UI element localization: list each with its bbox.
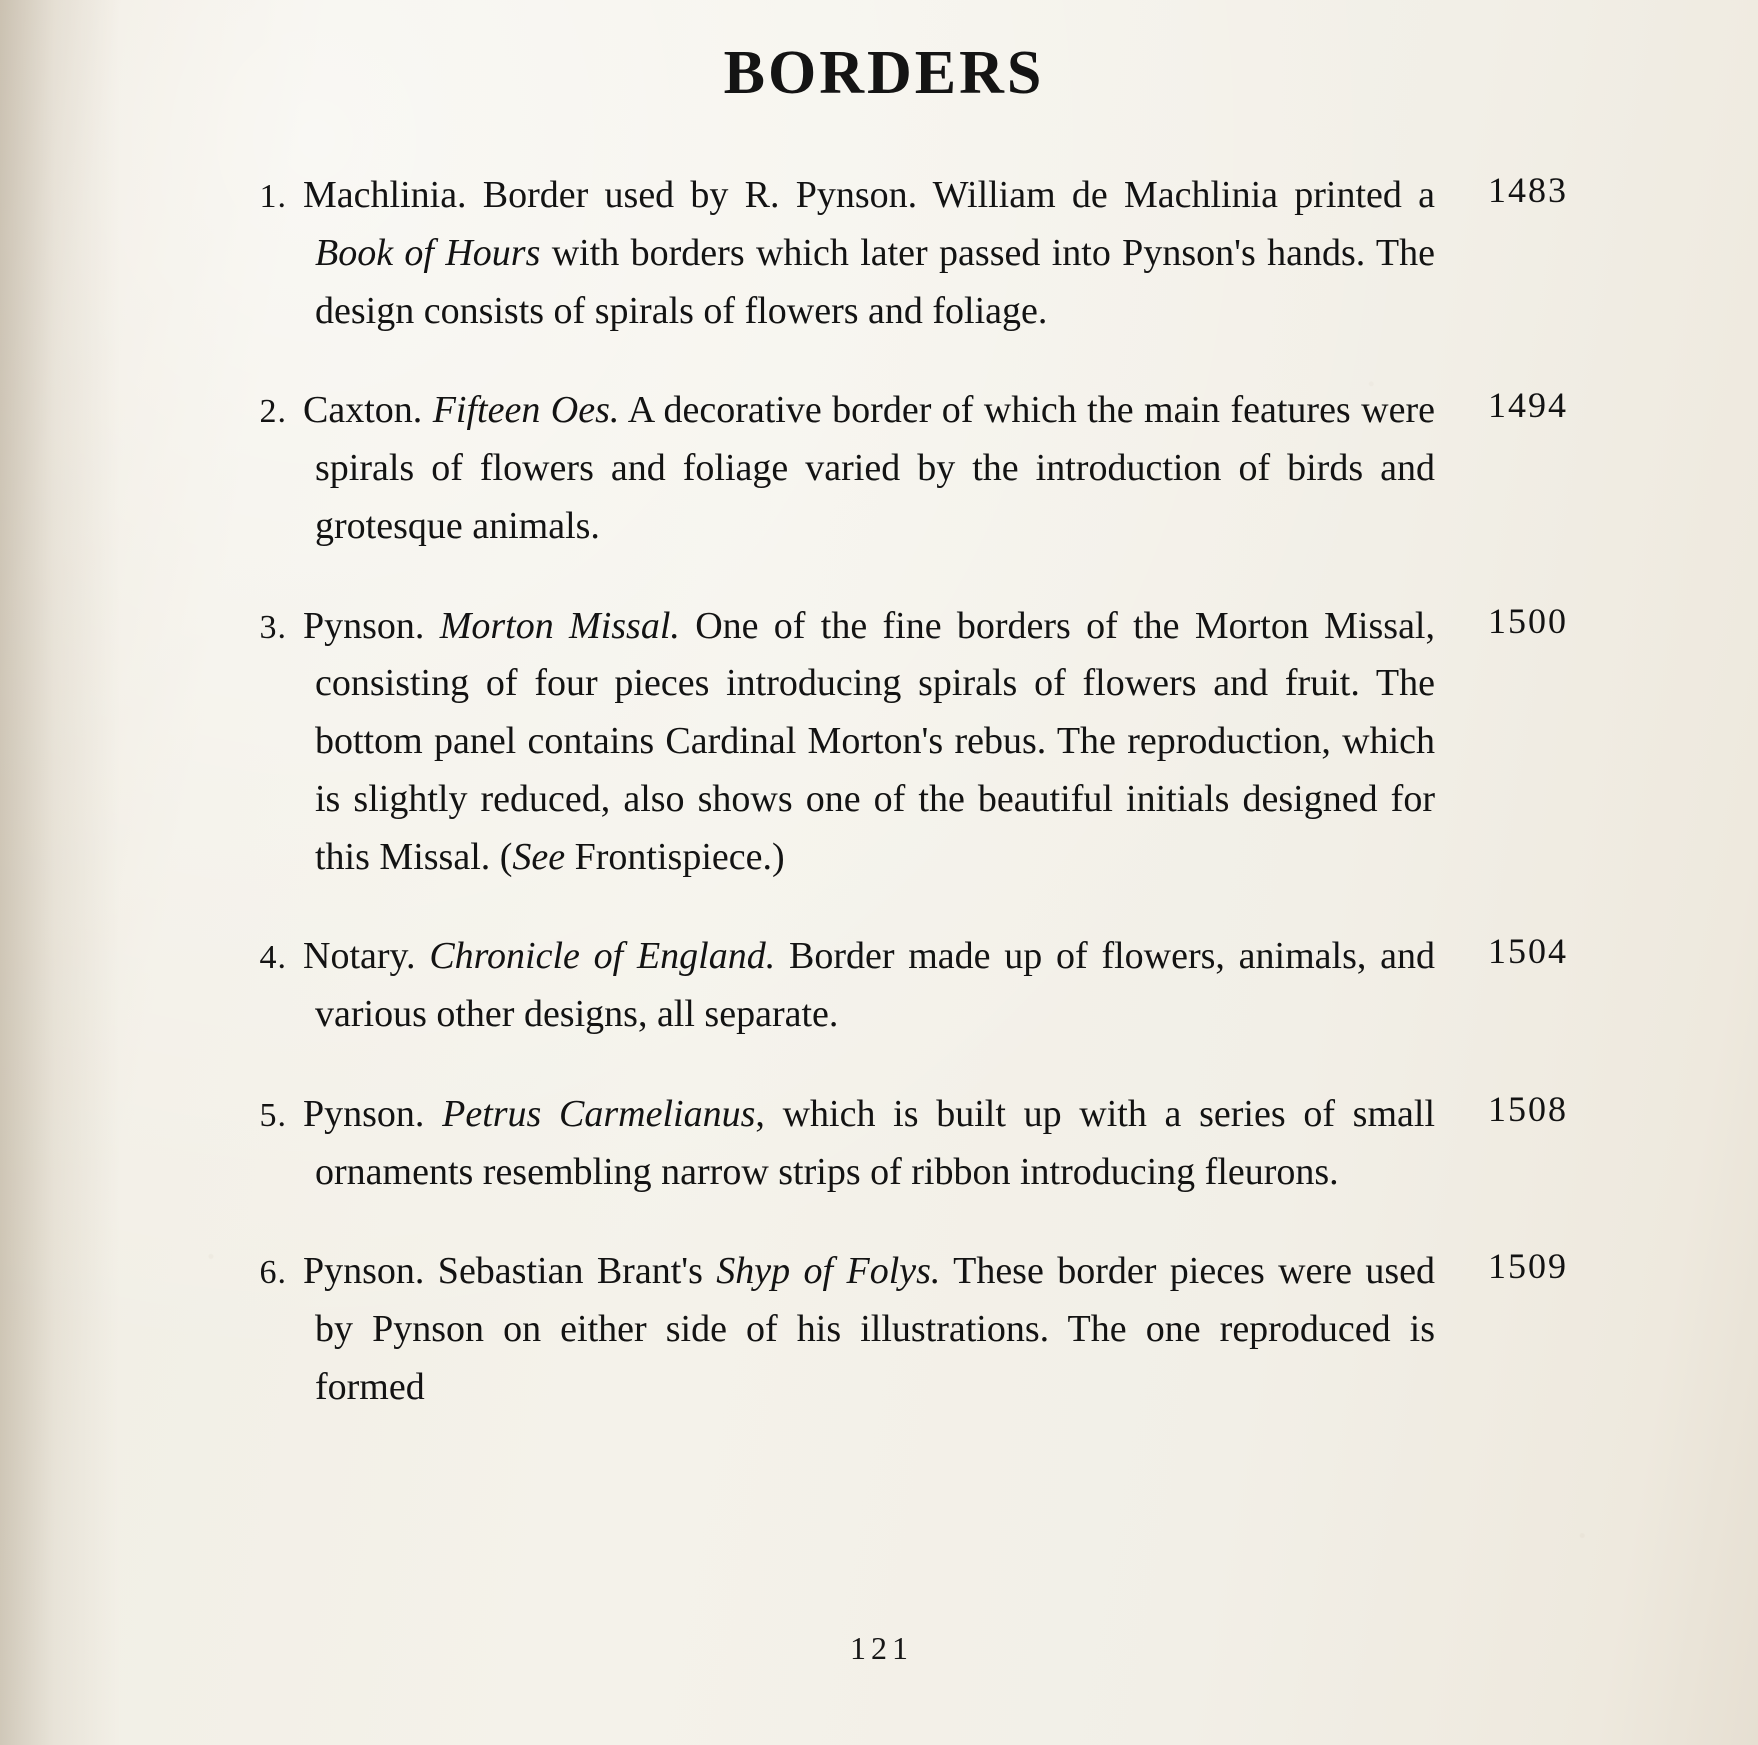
entry-year-4: 1504	[1488, 931, 1568, 972]
entry-year-1: 1483	[1488, 170, 1568, 210]
entry-text-run: A decorative border of which the main features were spirals of flowers and foliage varied by the introduction of birds and grotesque animals.	[315, 389, 1435, 547]
entry-title-italic: Petrus Carmelianus	[442, 1092, 756, 1135]
entry-number: 4.	[259, 939, 287, 977]
list-item	[0, 1086, 1758, 1202]
entry-text-run: Border made up of flowers, animals, and various other designs, all separate.	[315, 935, 1435, 1035]
page-title: BORDERS	[723, 39, 1045, 107]
entry-title-italic: Fifteen Oes.	[432, 389, 620, 432]
entry-year-5: 1508	[1488, 1088, 1568, 1129]
entry-text-run: with borders which later passed into Pynson's hands. The design consists of spirals of flowers and foliage.	[315, 231, 1435, 332]
entry-title-italic: Shyp of Folys.	[716, 1250, 941, 1293]
entry-text-6	[215, 1243, 1435, 1416]
entry-title-italic: Book of Hours	[315, 231, 541, 274]
entry-text-run: Notary.	[303, 935, 430, 978]
list-item	[0, 382, 1758, 555]
list-item	[0, 167, 1758, 340]
entry-text-2	[215, 382, 1435, 555]
entry-number: 1.	[259, 178, 287, 215]
entry-text-run: Caxton.	[303, 389, 433, 432]
entry-number: 2.	[259, 393, 287, 431]
entry-number: 6.	[259, 1254, 287, 1292]
entry-text-4	[215, 928, 1435, 1044]
entry-text-run: Frontispiece.)	[565, 835, 785, 878]
entry-year-6: 1509	[1488, 1246, 1568, 1287]
entry-text-run: Pynson.	[303, 604, 440, 647]
entry-text-3	[215, 598, 1435, 887]
list-item	[0, 598, 1758, 887]
entry-year-2: 1494	[1488, 385, 1568, 426]
entry-text-1	[215, 167, 1435, 340]
list-item	[0, 1243, 1758, 1416]
entry-title-italic: Morton Missal.	[439, 604, 680, 647]
entry-title-italic: Chronicle of England.	[429, 935, 776, 978]
entry-number: 5.	[259, 1096, 287, 1134]
entry-text-run: Pynson.	[303, 1092, 443, 1135]
list-item	[0, 928, 1758, 1044]
entry-text-run: , which is built up with a series of small ornaments resembling narrow strips of ribbon introducing fleurons.	[315, 1092, 1436, 1193]
entry-text-run: Machlinia. Border used by R. Pynson. William de Machlinia printed a	[303, 174, 1435, 216]
entry-year-3: 1500	[1488, 600, 1568, 641]
entry-text-run: Pynson. Sebastian Brant's	[303, 1250, 717, 1293]
entry-title-italic: See	[512, 835, 566, 878]
entry-text-5	[215, 1086, 1435, 1202]
entry-number: 3.	[259, 608, 287, 646]
page-number: 121	[850, 1630, 913, 1666]
entry-text-run: One of the fine borders of the Morton Missal, consisting of four pieces introducing spirals of flowers and fruit. The bottom panel contains Cardinal Morton's rebus. The reproduction, which is slightly reduced, also shows one of the beautiful initials designed for this Missal. (	[315, 604, 1435, 878]
border-entry-list	[0, 167, 1758, 1417]
entry-text-run: These border pieces were used by Pynson on either side of his illustrations. The one reproduced is formed	[315, 1250, 1435, 1408]
